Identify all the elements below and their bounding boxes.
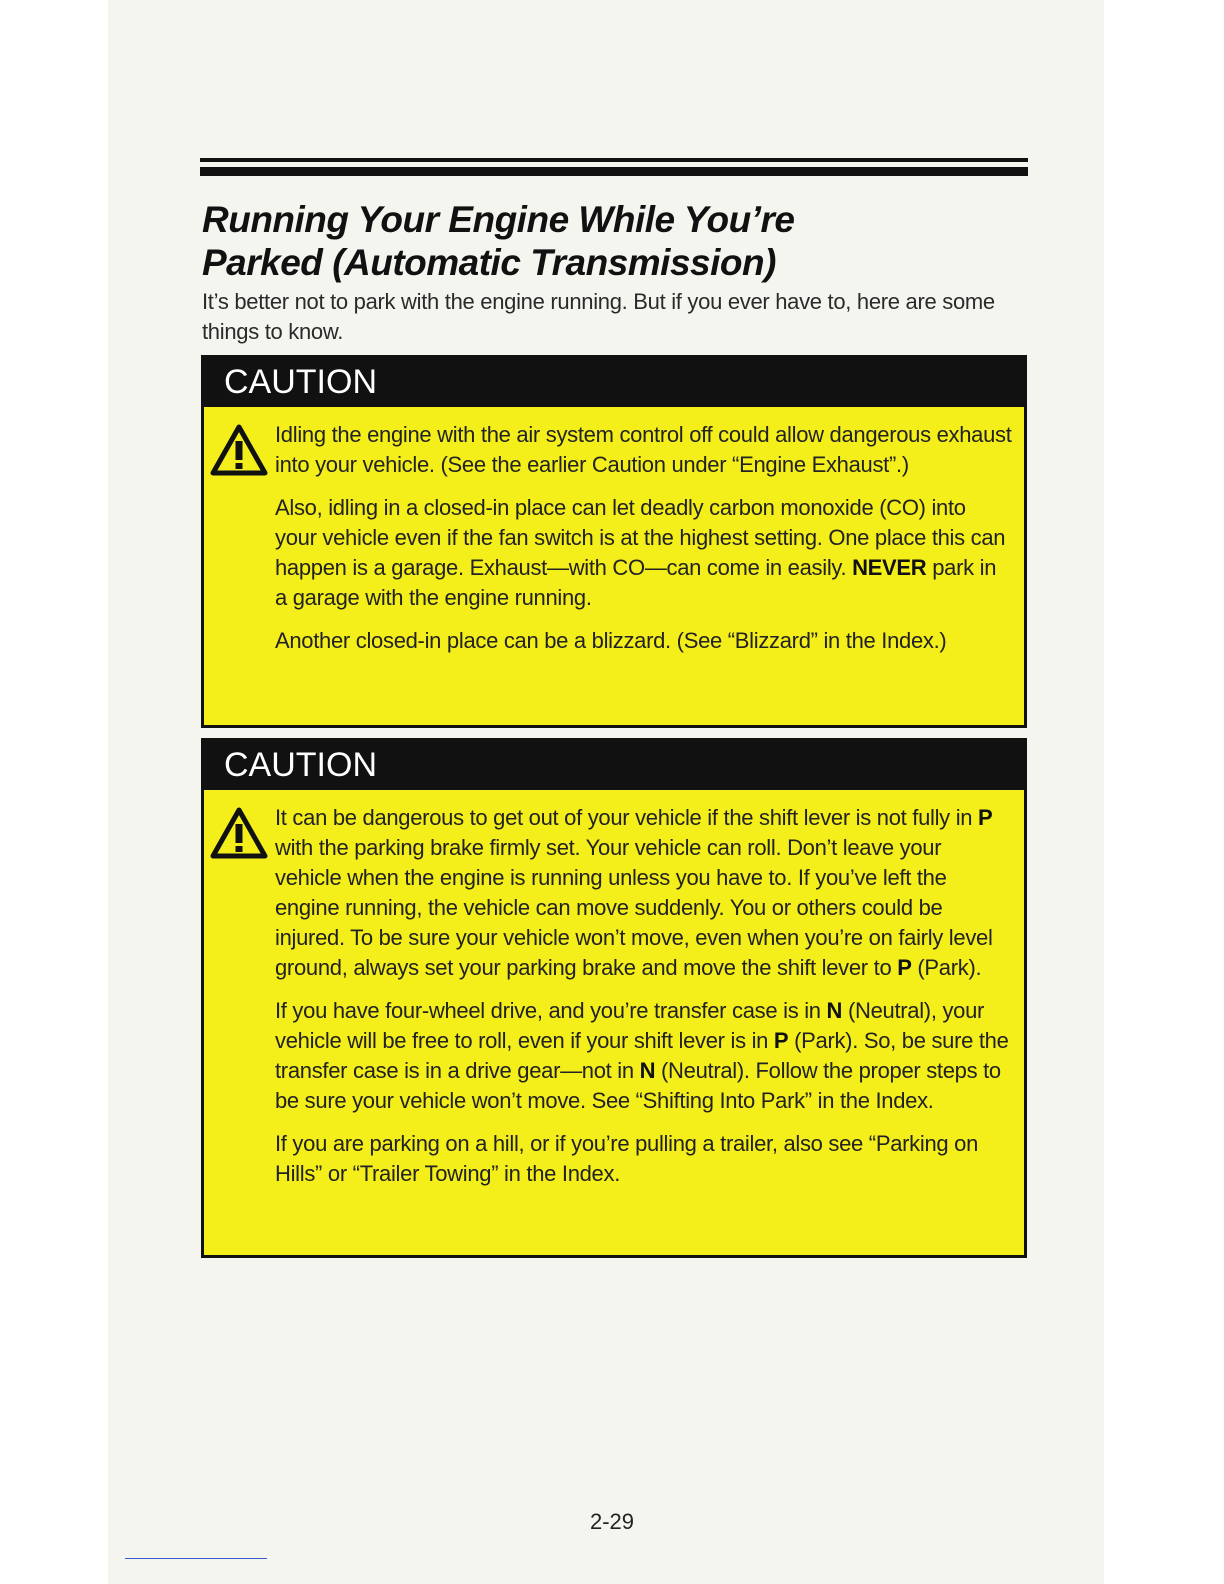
- gear-letter-n: N: [639, 1058, 656, 1083]
- gear-letter-p: P: [897, 955, 912, 980]
- intro-paragraph: It’s better not to park with the engine running. But if you ever have to, here are some things to know.: [202, 289, 995, 344]
- caution-header: CAUTION: [204, 358, 1024, 407]
- text-run: (Neutral), your vehicle will be free to roll, even if your shift lever is in: [275, 998, 985, 1053]
- gear-letter-n: N: [826, 998, 843, 1023]
- caution-body: [275, 803, 1012, 1202]
- page-title: [202, 198, 1022, 284]
- title-line-2: Parked (Automatic Transmission): [202, 242, 776, 283]
- caution-box-engine-idling: [201, 355, 1027, 728]
- caution-paragraph: [275, 803, 1012, 983]
- text-run: It can be dangerous to get out of your vehicle if the shift lever is not fully in: [275, 805, 979, 830]
- footer-link-underline[interactable]: [125, 1558, 267, 1559]
- text-run: If you have four-wheel drive, and you’re transfer case is in: [275, 998, 827, 1023]
- top-rule-thick: [200, 167, 1028, 176]
- gear-letter-p: P: [978, 805, 993, 830]
- caution-paragraph: Idling the engine with the air system control off could allow dangerous exhaust into your vehicle. (See the earlier Caution under “Engine Exhaust”.): [275, 422, 1012, 477]
- text-run: with the parking brake firmly set. Your vehicle can roll. Don’t leave your vehicle when the engine is running unless you have to. If you’ve left the engine running, the vehicle can move suddenly. You or others could be injured. To be sure your vehicle won’t move, even when you’re on fairly level ground, always set your parking brake and move the shift lever to: [275, 835, 993, 980]
- caution-header: CAUTION: [204, 741, 1024, 790]
- top-rule-thin: [200, 158, 1028, 162]
- warning-triangle-icon: [210, 424, 268, 476]
- text-run: (Neutral). Follow the proper steps to be sure your vehicle won’t move. See “Shifting Into Park” in the Index.: [275, 1058, 1001, 1113]
- caution-box-shift-lever: [201, 738, 1027, 1258]
- gear-letter-p: P: [773, 1028, 789, 1053]
- warning-triangle-icon: [210, 807, 268, 859]
- title-line-1: Running Your Engine While You’re: [202, 199, 795, 240]
- text-run: (Park).: [911, 955, 982, 980]
- caution-paragraph: Another closed-in place can be a blizzard. (See “Blizzard” in the Index.): [275, 628, 947, 653]
- caution-paragraph: If you are parking on a hill, or if you’re pulling a trailer, also see “Parking on Hills” or “Trailer Towing” in the Index.: [275, 1131, 979, 1186]
- emphasis-never: NEVER: [852, 555, 927, 580]
- caution-paragraph: [275, 493, 1012, 613]
- page-number: 2-29: [589, 1509, 635, 1534]
- text-run: park in a garage with the engine running.: [275, 555, 997, 610]
- caution-body: [275, 420, 1012, 669]
- text-run: Also, idling in a closed-in place can let deadly carbon monoxide (CO) into your vehicle even if the fan switch is at the highest setting. One place this can happen is a garage. Exhaust—with CO—can come in easily.: [275, 495, 1006, 580]
- text-run: (Park). So, be sure the transfer case is in a drive gear—not in: [275, 1028, 1009, 1083]
- caution-paragraph: [275, 996, 1012, 1116]
